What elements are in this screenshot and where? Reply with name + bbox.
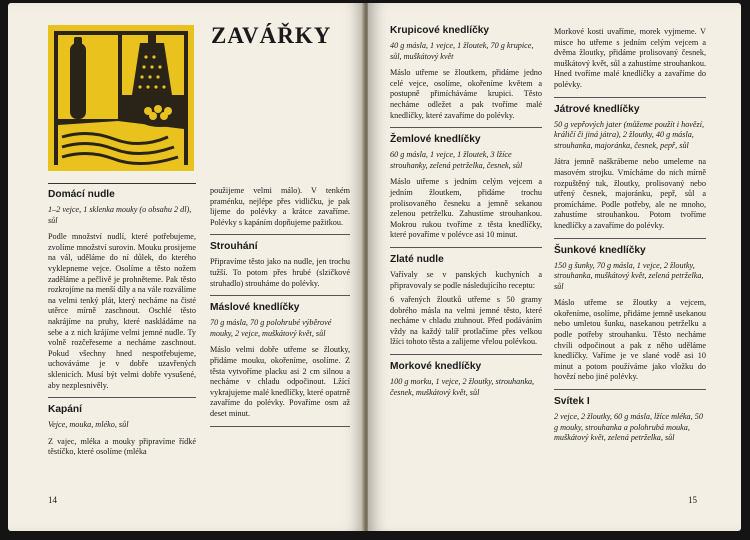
recipe-title: Kapání xyxy=(48,404,82,416)
left-column-1 xyxy=(48,183,196,462)
section-rule xyxy=(210,234,350,235)
recipe-text: 6 vařených žloutků utřeme s 50 gramy dobrého másla na velmi jemné těsto, které necháme v chladu ztuhnout. Před podáváním vždy na každý talíř protlačíme přes velkou lžíci tohoto těsta a zalijeme vřelou polévkou. xyxy=(390,295,542,347)
recipe-ingredients: 70 g másla, 70 g polohrubé výběrové mouky, 2 vejce, muškátový květ, sůl xyxy=(210,318,332,338)
recipe-text: Máslo utřeme se žloutky a vejcem, okořeníme, osolíme, přidáme jemně usekanou nebo umletou šunku, nasekanou petrželku a podle potřeby strouhanku. Těsto necháme chvíli odpočinout a pak z něho uděláme knedlíčky. Vaříme je ve slané vodě asi 10 minut a potom používáme jako vložku do hovězí nebo jiné polévky. xyxy=(554,298,706,382)
recipe-ingredients: Vejce, mouka, mléko, sůl xyxy=(48,420,129,430)
recipe-text: Podle množství nudlí, které potřebujeme, zvolíme množství surovin. Mouku prosijeme na vál, uděláme do ní důlek, do kterého vyklepneme vejce. Osolíme a těsto nožem zaděláme a pečlivě je prohněteme. Pak těsto rozkrojíme na menší díly a na vále rozválíme na velmi tenký plát, který necháme na čisté utěrce mírně zaschnout. Oschlé těsto nakrájíme na pruhy, které naskládáme na sebe a z nich krájíme velmi jemné nudle. Ty volně rozčeřeseme a necháme zaschnout. Pokud všechny hned nespotřebujeme, uchováváme je v dobře uzavřených sklenicích. Musí být velmi dobře vysušené, aby nezplesnivěly. xyxy=(48,232,197,390)
recipe-ingredients: 40 g másla, 1 vejce, 1 žloutek, 70 g krupice, sůl, muškátový květ xyxy=(390,41,534,61)
recipe-ingredients: 1–2 vejce, 1 sklenka mouky (o obsahu 2 dl), sůl xyxy=(48,205,192,225)
left-page xyxy=(8,3,364,531)
recipe-ingredients: 100 g morku, 1 vejce, 2 žloutky, strouhanka, česnek, muškátový květ, sůl xyxy=(390,377,535,397)
recipe-ingredients: 2 vejce, 2 žloutky, 60 g másla, lžíce mléka, 50 g mouky, strouhanka a polohrubá mouka, muškátový květ, zelená petrželka, sůl xyxy=(554,412,703,443)
continued-text: použijeme velmi málo). V tenkém praménku, nejlépe přes vidličku, je pak lijeme do polévky a krátce zavaříme. Polévky s kapáním dopňujeme pažitkou. xyxy=(210,186,350,227)
recipe-title: Žemlové knedlíčky xyxy=(390,134,481,146)
recipe-title: Máslové knedlíčky xyxy=(210,302,300,314)
section-rule xyxy=(210,295,350,296)
recipe-text: Z vajec, mléka a mouky připravíme řídké těstíčko, které osolíme (mléka xyxy=(48,436,196,457)
section-rule xyxy=(554,238,706,239)
recipe-title: Šunkové knedlíčky xyxy=(554,244,646,256)
recipe-title: Zlaté nudle xyxy=(390,253,444,265)
section-rule xyxy=(554,97,706,98)
left-column-2 xyxy=(210,186,350,433)
recipe-text: Vařívaly se v panských kuchyních a připravovaly se podle následujícího receptu: xyxy=(390,269,542,290)
page-number: 14 xyxy=(48,495,57,505)
right-column-2 xyxy=(554,27,706,450)
recipe-title: Strouhání xyxy=(210,241,258,253)
recipe-text: Máslo utřeme s jedním celým vejcem a jedním žloutkem, přidáme trochu prolisovaného česneku a jemně sekanou zelenou petrželku. Zahustíme strouhankou. Mokrou rukou tvoříme z těsta knedlíčky, které povaříme v polévce asi 10 minut. xyxy=(390,177,542,240)
recipe-ingredients: 150 g šunky, 70 g másla, 1 vejce, 2 žloutky, strouhanka, muškátový květ, zelená petrželka, sůl xyxy=(554,260,704,291)
recipe-ingredients: 60 g másla, 1 vejce, 1 žloutek, 3 lžíce strouhanky, zelená petrželka, česnek, sůl xyxy=(390,150,523,170)
recipe-title: Krupicové knedlíčky xyxy=(390,25,490,36)
recipe-title: Svítek I xyxy=(554,396,590,408)
section-rule xyxy=(390,247,542,248)
recipe-text: Máslo utřeme se žloutkem, přidáme jedno celé vejce, osolíme, okořeníme květem a postupně přimícháváme krupici. Těsto necháme odležet a pak tvoříme malé knedlíčky, které zavaříme do polévky. xyxy=(390,68,542,120)
recipe-title: Morkové knedlíčky xyxy=(390,361,482,373)
section-rule xyxy=(554,389,706,390)
recipe-text: Připravíme těsto jako na nudle, jen trochu tužší. To potom přes hrubé (slzičkové struhadlo) strouháme do polévky. xyxy=(210,257,350,288)
section-rule xyxy=(48,183,196,184)
recipe-title: Játrové knedlíčky xyxy=(554,103,640,115)
section-rule xyxy=(390,127,542,128)
right-page xyxy=(368,3,741,531)
section-rule xyxy=(48,397,196,398)
recipe-text: Máslo velmi dobře utřeme se žloutky, přidáme mouku, okořeníme, osolíme. Z těsta vytvoříme placku asi 2 cm silnou a necháme v chladu odpočinout. Lžící vykrajujeme malé knedlíčky, které opatrně zavaříme do polévky. Povaříme osm až deset minut. xyxy=(210,345,350,418)
chapter-title: ZAVÁŘKY xyxy=(211,23,332,48)
section-rule xyxy=(390,354,542,355)
continued-text: Morkové kosti uvaříme, morek vyjmeme. V misce ho utřeme s jedním celým vejcem a dvěma žloutky, přidáme prolisovaný česnek, muškátový květ, sůl a zahustíme strouhankou. Hned tvoříme malé knedlíčky a zavaříme do polévky. xyxy=(554,27,706,89)
recipe-ingredients: 50 g vepřových jater (můžeme použít i hovězí, králičí či jiná játra), 2 žloutky, 40 g másla, strouhanka, majoránka, česnek, pepř, sůl xyxy=(554,119,705,150)
illustration-drawing xyxy=(48,25,194,171)
kitchen-illustration xyxy=(48,25,194,171)
right-column-1 xyxy=(390,25,542,404)
recipe-text: Játra jemně naškrábeme nebo umeleme na masovém strojku. Vmícháme do nich mírně rozpuštěný tuk, žloutky, prolisovaný nebo utřený česnek, majoránku, pepř, sůl a promícháme. Podle potřeby, ale ne mnoho, zahustíme strouhankou. Potom tvoříme knedlíčky a zavaříme do polévky. xyxy=(554,157,706,230)
recipe-title: Domácí nudle xyxy=(48,189,115,200)
page-number: 15 xyxy=(688,495,697,505)
section-rule xyxy=(210,426,350,427)
